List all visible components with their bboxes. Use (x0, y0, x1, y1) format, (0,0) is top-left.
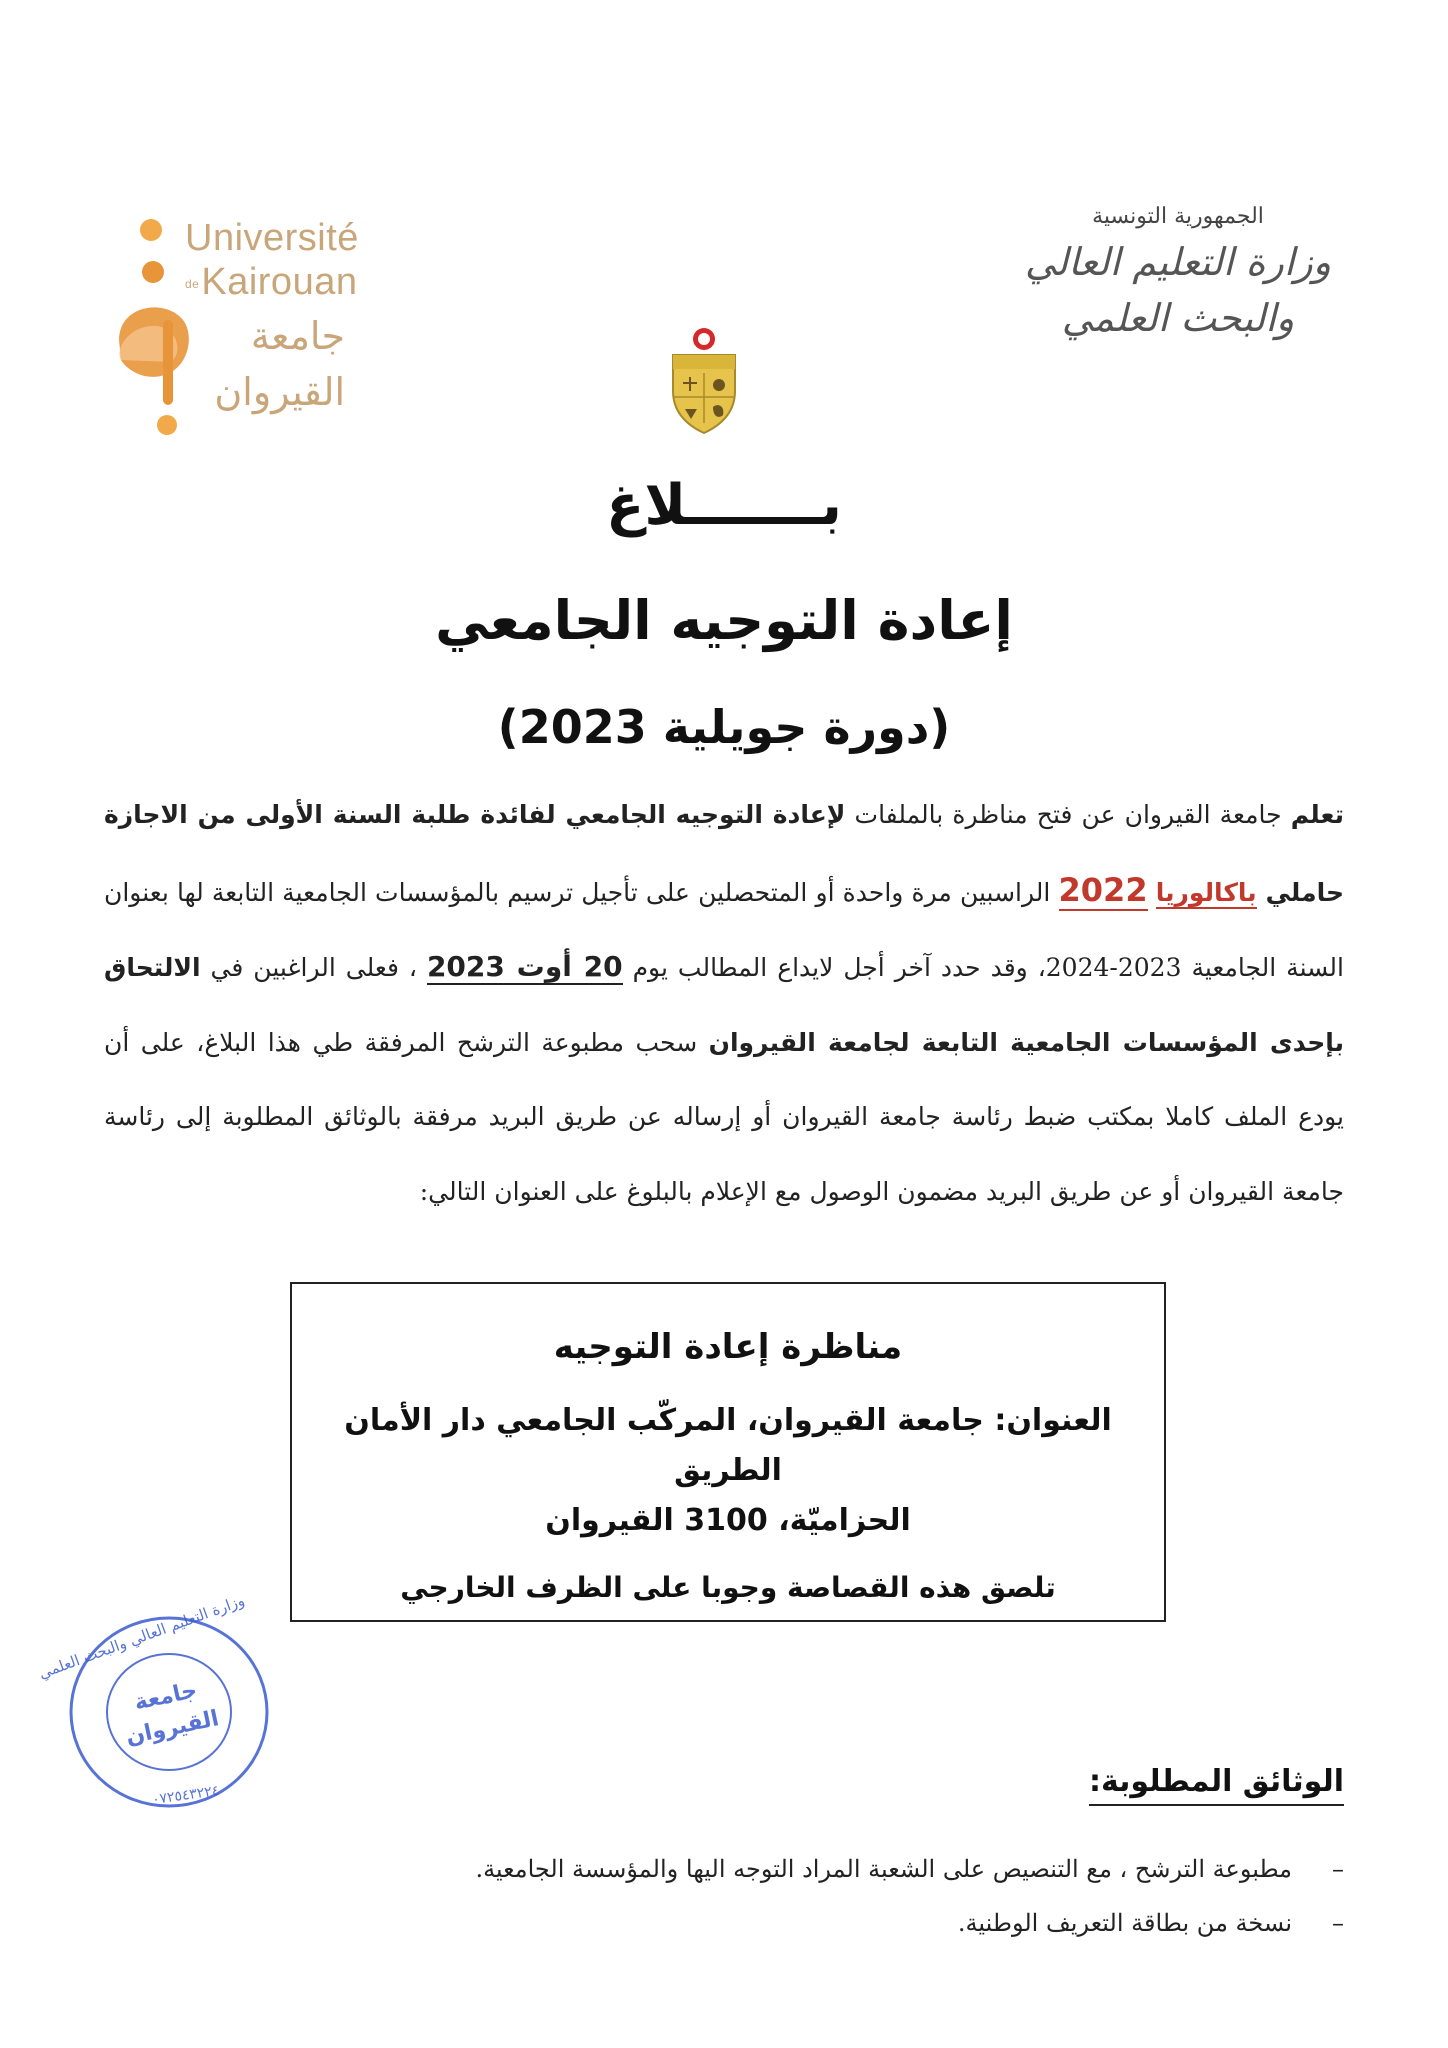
body-text-3: ، فعلى الراغبين في (200, 953, 427, 982)
session-title: (دورة جويلية 2023) (497, 700, 951, 754)
svg-text:جامعة: جامعة (132, 1678, 200, 1716)
document-item-text: نسخة من بطاقة التعريف الوطنية. (957, 1909, 1292, 1937)
university-logo (105, 200, 359, 435)
body-verb: تعلم (1290, 800, 1344, 829)
announcement-body (104, 778, 1344, 1229)
body-deadline-date: 20 أوت 2023 (426, 950, 623, 983)
address-box (290, 1282, 1166, 1622)
svg-text:وزارة التعليم العالي والبحث ال: وزارة التعليم العالي والبحث العلمي (36, 1591, 247, 1683)
university-name-ar-line2: القيروان (214, 370, 345, 414)
ministry-name-line1: وزارة التعليم العالي (1024, 240, 1332, 284)
body-target-audience: لإعادة التوجيه الجامعي لفائدة طلبة السنة الأولى من الاجازة حاملي (104, 800, 1344, 907)
announcement-title: بـــــــلاغ (606, 473, 842, 538)
address-box-heading: مناظرة إعادة التوجيه (553, 1327, 903, 1367)
coat-of-arms-icon (665, 325, 743, 435)
list-bullet: – (1332, 1909, 1344, 1937)
body-text-1: جامعة القيروان عن فتح مناظرة بالملفات (845, 800, 1291, 829)
university-name-fr-line2: Kairouan (201, 261, 358, 303)
address-line2: الحزاميّة، 3100 القيروان (545, 1503, 911, 1538)
subject-title: إعادة التوجيه الجامعي (435, 589, 1013, 652)
list-item (244, 1842, 1344, 1896)
university-name-ar (193, 308, 345, 420)
university-name-fr-line1: Université (185, 217, 359, 259)
list-bullet: – (1332, 1855, 1344, 1883)
body-text-4: سحب مطبوعة الترشح المرفقة طي هذا البلاغ، على أن يودع الملف كاملا بمكتب ضبط رئاسة جامعة القيروان أو إرساله عن طريق البريد مرفقة بالوثائق المطلوبة إلى رئاسة جامعة القيروان أو عن طريق البريد مضمون الوصول مع الإعلام بالبلوغ على العنوان التالي: (104, 1027, 1344, 1206)
document-item-text: مطبوعة الترشح ، مع التنصيص على الشعبة المراد التوجه اليها والمؤسسة الجامعية. (475, 1855, 1292, 1883)
body-bac-year: 2022 (1058, 870, 1148, 909)
republic-name: الجمهورية التونسية (1092, 204, 1264, 229)
body-text-2: الراسبين مرة واحدة أو المتحصلين على تأجيل ترسيم بالمؤسسات الجامعية التابعة لها بعنوان السنة الجامعية 2023-2024، وقد حدد آخر أجل لايداع المطالب يوم (104, 877, 1344, 982)
address-line1: العنوان: جامعة القيروان، المركّب الجامعي دار الأمان الطريق (344, 1403, 1112, 1488)
svg-text:القيروان: القيروان (123, 1706, 222, 1751)
list-item (244, 1896, 1344, 1950)
address-box-address (292, 1396, 1164, 1546)
university-name-fr (185, 216, 359, 306)
ministry-name-line2: والبحث العلمي (1061, 296, 1295, 340)
address-box-note: تلصق هذه القصاصة وجوبا على الظرف الخارجي (400, 1571, 1056, 1604)
university-name-fr-prefix: de (185, 276, 200, 291)
body-institutions: الالتحاق بإحدى المؤسسات الجامعية التابعة لجامعة القيروان (104, 953, 1344, 1057)
svg-text:٠٧٢٥٤٣٢٢٤: ٠٧٢٥٤٣٢٢٤ (151, 1782, 221, 1809)
official-stamp-icon (36, 1591, 277, 1820)
required-documents-list (244, 1842, 1344, 1950)
body-baccalaureate: باكالوريا (1155, 877, 1257, 907)
required-documents-title: الوثائق المطلوبة: (1089, 1760, 1344, 1806)
ministry-header (1013, 200, 1343, 346)
university-name-ar-line1: جامعة (250, 314, 345, 358)
